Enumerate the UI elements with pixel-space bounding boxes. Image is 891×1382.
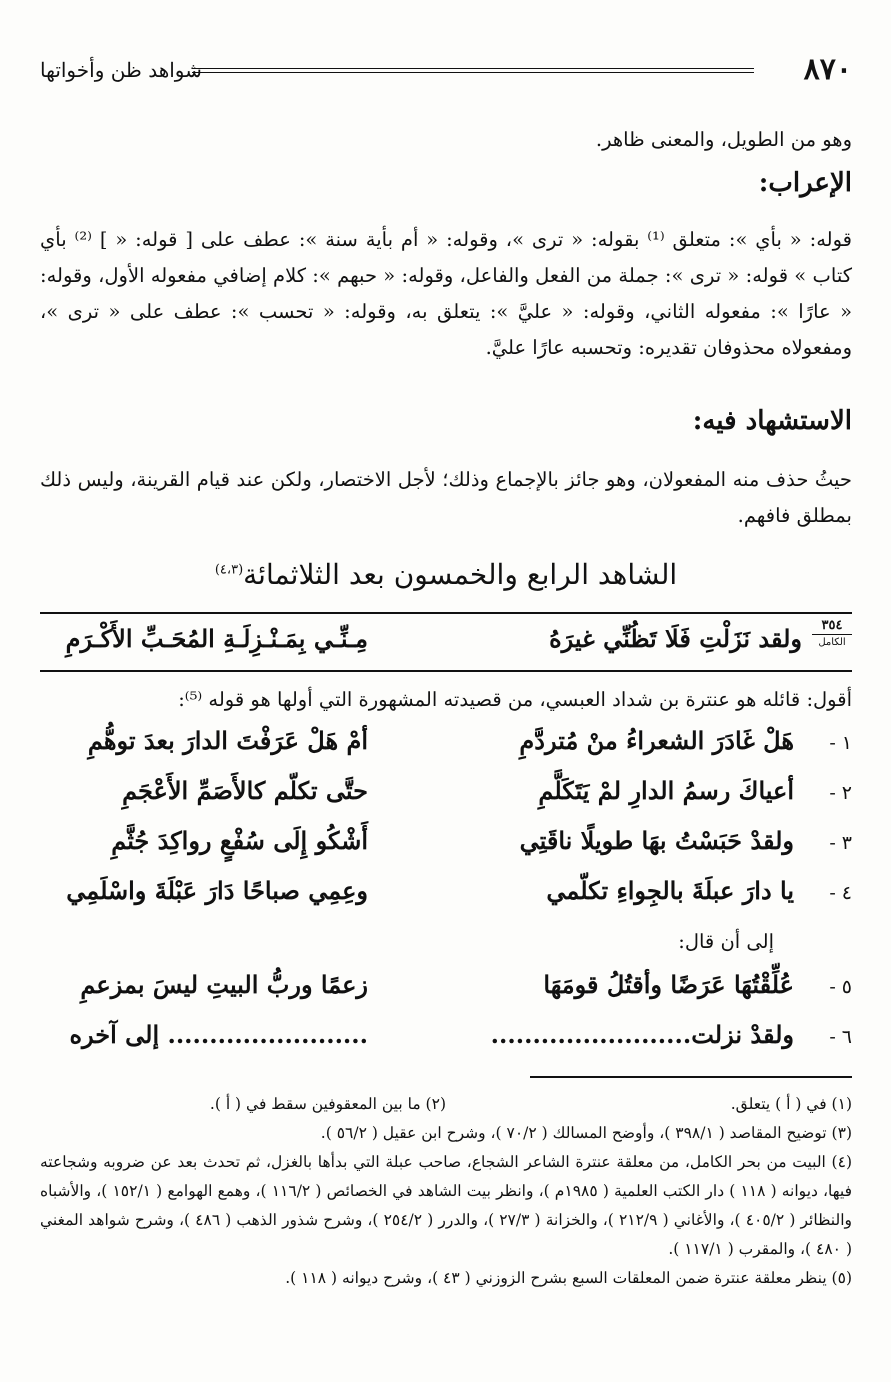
irab-paragraph: قوله: « بأي »: متعلق ⁽¹⁾ بقوله: « ترى »، وقوله: « أم بأية سنة »: عطف على [ قوله: « ] ⁽²⁾ بأي كتاب » قوله: « ترى »: جملة من الفعل والفاعل، وقوله: « حبهم »: كلام إضافي مفعوله الأول، وقوله: « عارًا »: مفعوله الثاني، وقوله: « عليَّ »: يتعلق به، وقوله: « تحسب »: عطف على « ترى »، ومفعولاه محذوفان تقديره: وتحسبه عارًا عليَّ. <box>40 228 852 359</box>
footnote-rule <box>530 1076 852 1078</box>
verse-number: ٦ - <box>829 1026 852 1048</box>
footnote-5: (٥) ينظر معلقة عنترة ضمن المعلقات السبع بشرح الزوزني ( ٤٣ )، وشرح ديوانه ( ١١٨ ). <box>285 1269 852 1287</box>
qaul-paragraph: أقول: قائله هو عنترة بن شداد العبسي، من قصيدته المشهورة التي أولها هو قوله ⁽⁵⁾: <box>178 688 852 711</box>
rule-bottom <box>40 670 852 672</box>
verse-number: ٢ - <box>829 782 852 804</box>
running-title: شواهد ظن وأخواتها <box>40 58 202 82</box>
verse-number: ٣ - <box>829 832 852 854</box>
verse-line <box>40 726 852 770</box>
featured-sadr: ولقد نَزَلْتِ فَلَا تَظُنِّي غيرَهُ <box>549 624 802 653</box>
verse-sadr: عُلِّقْتُهَا عَرَضًا وأقتُلُ قومَهَا <box>543 970 794 999</box>
shahid-title <box>40 558 852 591</box>
rule-top <box>40 612 852 614</box>
verse-sadr: أعياكَ رسمُ الدارِ لمْ يَتَكَلَّمِ <box>538 776 794 805</box>
istishhad-paragraph: حيثُ حذف منه المفعولان، وهو جائز بالإجماع وذلك؛ لأجل الاختصار، ولكن عند قيام القرينة، وليس ذلك بمطلق فافهم. <box>40 468 852 527</box>
verse-ajuz: زعمًا وربُّ البيتِ ليسَ بمزعمِ <box>80 970 368 999</box>
verse-ajuz: أمْ هَلْ عَرَفْتَ الدارَ بعدَ توهُّمِ <box>87 726 368 755</box>
heading-irab: الإعراب: <box>758 168 852 198</box>
meter-note: وهو من الطويل، والمعنى ظاهر. <box>595 128 852 151</box>
verse-ajuz: أَشْكُو إِلَى سُفْعٍ رواكِدَ جُثَّمِ <box>111 826 368 855</box>
footnote-1: (١) في ( أ ) يتعلق. <box>730 1095 852 1113</box>
page-number: ٨٧٠ <box>803 52 852 87</box>
verse-ajuz: حتَّى تكلّم كالأَصَمِّ الأَعْجَمِ <box>122 776 368 805</box>
verse-sadr: ولقدْ حَبَسْتُ بهَا طويلًا ناقَتِي <box>519 826 794 855</box>
verse-tag-meter: الكامل <box>812 634 852 651</box>
verse-sadr: هَلْ غَادَرَ الشعراءُ منْ مُتردَّمِ <box>519 726 794 755</box>
verse-line <box>40 970 852 1014</box>
footnote-2: (٢) ما بين المعقوفين سقط في ( أ ). <box>209 1095 446 1113</box>
verse-number: ٥ - <box>829 976 852 998</box>
book-page <box>40 50 852 1350</box>
footnotes <box>40 1090 852 1293</box>
verse-line <box>40 876 852 920</box>
header-rule <box>192 68 754 73</box>
verse-tag <box>812 618 852 651</box>
footnote-4: (٤) البيت من بحر الكامل، من معلقة عنترة الشاعر الشجاع، صاحب عبلة التي بدأها بالغزل، ثم تحدث بعد عن ضروبه وشجاعته فيها، ديوانه ( ١١٨ ) دار الكتب العلمية ( ١٩٨٥م )، وانظر بيت الشاهد في الخصائص ( ١١٦/٢ )، وهمع الهوامع ( ١٥٢/١ )، والأشباه والنظائر ( ٤٠٥/٢ )، والأغاني ( ٢١٢/٩ )، والخزانة ( ٢٧/٣ )، والدرر ( ٢٥٤/٢ )، وشرح شذور الذهب ( ٤٨٦ )، وشرح شواهد المغني ( ٤٨٠ )، والمقرب ( ١١٧/١ ). <box>40 1153 853 1258</box>
footnote-3: (٣) توضيح المقاصد ( ٣٩٨/١ )، وأوضح المسالك ( ٧٠/٢ )، وشرح ابن عقيل ( ٥٦/٢ ). <box>320 1124 852 1142</box>
verse-line <box>40 826 852 870</box>
shahid-title-refs: (٤،٣) <box>214 562 244 578</box>
footnote-pair <box>40 1090 852 1119</box>
page-header <box>40 50 852 90</box>
verse-number: ٤ - <box>829 882 852 904</box>
verse-number: ١ - <box>829 732 852 754</box>
verse-line <box>40 776 852 820</box>
verse-sadr: يا دارَ عبلَةَ بالجِواءِ تكلّمي <box>546 876 794 905</box>
verse-ajuz: وعِمِي صباحًا دَارَ عَبْلَةَ واسْلَمِي <box>66 876 368 905</box>
featured-ajuz: مِـنِّـي بِمَـنْـزِلَـةِ المُحَـبِّ الأَكْـرَمِ <box>65 624 368 653</box>
verse-ajuz: ........................ إلى آخره <box>69 1020 368 1049</box>
ila-an-qal: إلى أن قال: <box>678 930 774 953</box>
shahid-title-text: الشاهد الرابع والخمسون بعد الثلاثمائة <box>243 558 678 591</box>
heading-istishhad: الاستشهاد فيه: <box>692 406 852 436</box>
verse-tag-number: ٣٥٤ <box>821 618 843 633</box>
featured-verse <box>40 618 852 668</box>
verse-sadr: ولقدْ نزلت........................ <box>490 1020 794 1049</box>
verse-line <box>40 1020 852 1064</box>
